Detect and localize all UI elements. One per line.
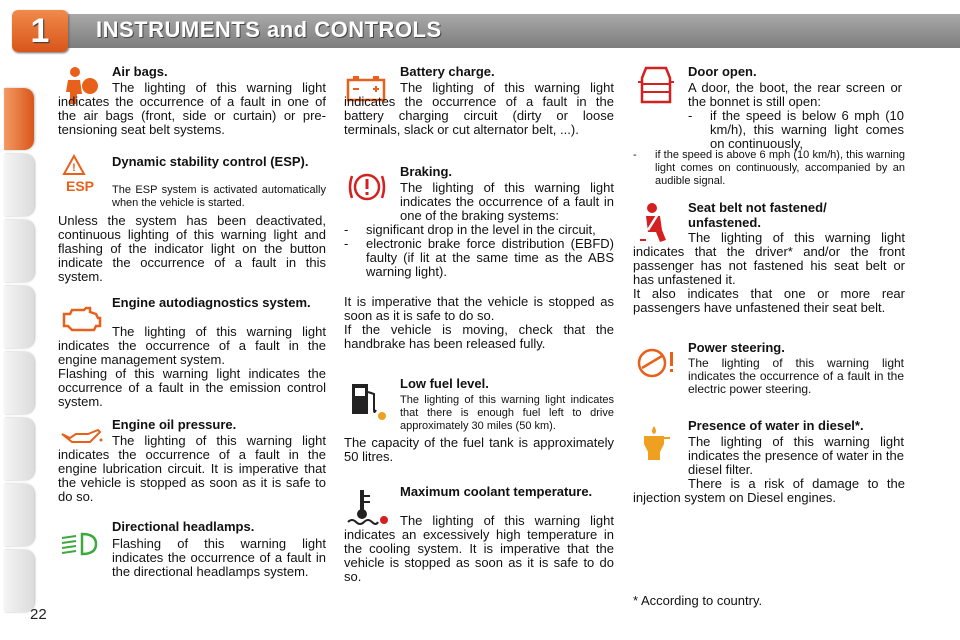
brake-warning-icon <box>346 168 388 206</box>
seatbelt-title: Seat belt not fastened/ unfastened. <box>688 200 827 230</box>
esp-title: Dynamic stability control (ESP). <box>112 154 309 169</box>
door-item-1: - if the speed is below 6 mph (10 km/h), this warning light comes on continuously, <box>688 109 904 151</box>
headlamps-text: Flashing of this warning light indicates the occurrence of a fault in the directional headlamps system. <box>112 536 326 579</box>
power-steering-icon <box>634 346 678 380</box>
door-text: A door, the boot, the rear screen or the bonnet is still open: <box>688 80 902 109</box>
water-title: Presence of water in diesel*. <box>688 418 864 433</box>
page-header <box>0 0 960 62</box>
esp-text: Unless the system has been deactivated, continuous lighting of this warning light and flashing of the indicator light on the button indicate the occurrence of a fault in this system. <box>58 213 326 284</box>
side-tab-8[interactable] <box>4 550 34 612</box>
braking-text: The lighting of this warning light indicates the occurrence of a fault in one of the braking systems: <box>400 180 614 223</box>
seatbelt-text2: It also indicates that one or more rear passengers have unfastened their seat belt. <box>633 286 905 315</box>
side-tab-3[interactable] <box>4 220 34 282</box>
airbags-title: Air bags. <box>112 64 168 79</box>
headlamps-title: Directional headlamps. <box>112 519 255 534</box>
chapter-number: 1 <box>30 12 50 50</box>
door-list-1 <box>688 109 904 151</box>
fuel-title: Low fuel level. <box>400 376 489 391</box>
engine-diag-text2: Flashing of this warning light indicates the occurrence of a fault in the emission control system. <box>58 366 326 409</box>
directional-headlamp-icon <box>60 530 102 558</box>
braking-item-2: - electronic brake force distribution (EBFD) faulty (if lit at the same time as the ABS warning light). <box>344 237 614 279</box>
fuel-note: The lighting of this warning light indicates that there is enough fuel left to drive approximately 30 miles (50 km). <box>400 394 614 432</box>
footnote: * According to country. <box>633 593 763 608</box>
steering-title: Power steering. <box>688 340 785 355</box>
chapter-side-tabs <box>0 62 44 582</box>
door-open-icon <box>636 64 676 108</box>
side-tab-7[interactable] <box>4 484 34 546</box>
side-tab-1[interactable] <box>4 88 34 150</box>
braking-item-1: - significant drop in the level in the circuit, <box>344 223 614 237</box>
airbags-text: The lighting of this warning light indicates the occurrence of a fault in one of the air bags (front, side or curtain) or pre-tensioning seat belt systems. <box>58 80 326 137</box>
page-title: INSTRUMENTS and CONTROLS <box>96 17 442 42</box>
esp-icon-label: ESP <box>66 178 95 194</box>
door-list-2 <box>633 149 905 188</box>
coolant-title: Maximum coolant temperature. <box>400 484 593 499</box>
engine-diag-title: Engine autodiagnostics system. <box>112 295 311 310</box>
engine-diag-text1: The lighting of this warning light indicates the occurrence of a fault in the engine management system. <box>58 324 326 367</box>
door-item-2: - if the speed is above 6 mph (10 km/h), this warning light comes on continuously, accompanied by an audible signal. <box>633 149 905 188</box>
braking-title: Braking. <box>400 164 453 179</box>
fuel-text: The capacity of the fuel tank is approximately 50 litres. <box>344 435 614 464</box>
water-text1: The lighting of this warning light indicates the presence of water in the diesel filter. <box>688 434 904 477</box>
fuel-pump-icon <box>348 380 388 422</box>
braking-list <box>344 223 614 279</box>
oil-text: The lighting of this warning light indicates the occurrence of a fault in the engine lubrication circuit. It is imperative that the vehicle is stopped as soon as it is safe to do so. <box>58 433 326 504</box>
braking-text3: If the vehicle is moving, check that the handbrake has been released fully. <box>344 322 614 351</box>
battery-text: The lighting of this warning light indicates the occurrence of a fault in the battery charging circuit (dirty or loose terminals, slack or cut alternator belt, ...). <box>344 80 614 137</box>
side-tab-4[interactable] <box>4 286 34 348</box>
side-tab-2[interactable] <box>4 154 34 216</box>
side-tab-5[interactable] <box>4 352 34 414</box>
water-text2: There is a risk of damage to the injection system on Diesel engines. <box>633 476 905 505</box>
svg-text:!: ! <box>72 162 76 174</box>
side-tab-6[interactable] <box>4 418 34 480</box>
esp-note: The ESP system is activated automatically when the vehicle is started. <box>112 184 326 209</box>
coolant-text: The lighting of this warning light indicates an excessively high temperature in the cooling system. It is imperative that the vehicle is stopped as soon as it is safe to do so. <box>344 513 614 584</box>
page-number: 22 <box>30 606 47 623</box>
seatbelt-text1: The lighting of this warning light indicates that the driver* and/or the front passenger has not fastened his seat belt or has unfastened it. <box>633 230 905 287</box>
water-in-diesel-icon <box>638 422 674 464</box>
battery-title: Battery charge. <box>400 64 495 79</box>
braking-text2: It is imperative that the vehicle is stopped as soon as it is safe to do so. <box>344 294 614 323</box>
chapter-badge <box>12 10 68 52</box>
oil-title: Engine oil pressure. <box>112 417 237 432</box>
steering-text: The lighting of this warning light indicates the occurrence of a fault in the electric power steering. <box>688 356 904 396</box>
door-title: Door open. <box>688 64 757 79</box>
